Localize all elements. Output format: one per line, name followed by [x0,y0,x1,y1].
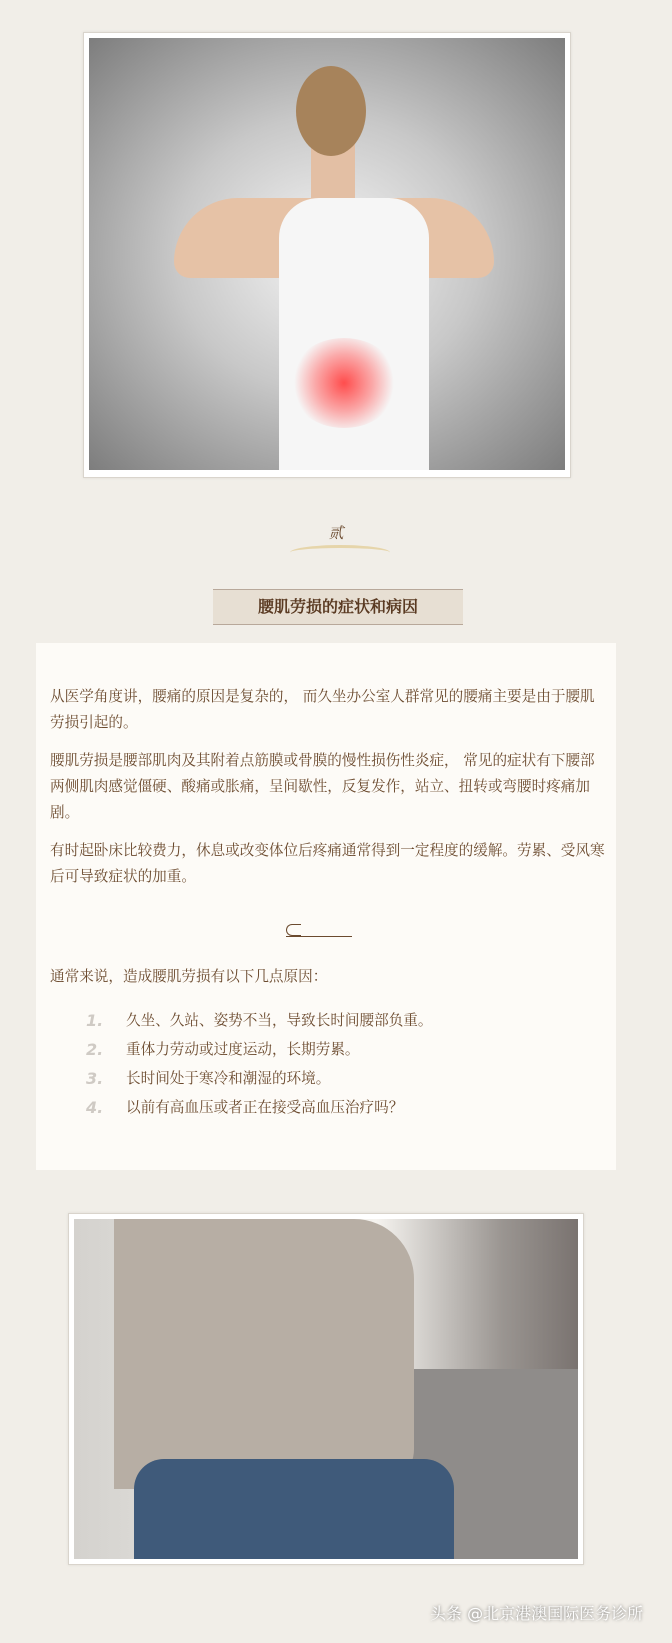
photo-sweater [114,1219,414,1489]
list-item [86,1093,432,1122]
section-marker: 贰 [328,524,344,542]
list-item [86,1035,432,1064]
photo-tank-top [279,198,429,470]
list-item [86,1006,432,1035]
causes-list [86,1006,432,1122]
paragraph: 从医学角度讲，腰痛的原因是复杂的， 而久坐办公室人群常见的腰痛主要是由于腰肌劳损引起的。 [50,688,595,731]
list-text: 长时间处于寒冷和潮湿的环境。 [126,1070,331,1087]
photo-head [296,66,366,156]
list-number: 1. [86,1011,104,1030]
content-panel [36,643,616,1170]
paragraph: 有时起卧床比较费力，休息或改变体位后疼痛通常得到一定程度的缓解。劳累、受风寒后可导致症状的加重。 [50,842,605,885]
photo-person-holding-back [74,1219,578,1559]
photo-frame-lower-back [68,1213,584,1565]
photo-pain-highlight [289,338,399,428]
photo-frame-back-pain [83,32,571,478]
list-number: 2. [86,1040,104,1059]
section-title: 腰肌劳损的症状和病因 [213,589,463,625]
causes-intro: 通常来说，造成腰肌劳损有以下几点原因： [50,968,328,985]
watermark: 头条 @北京港澳国际医务诊所 [430,1604,644,1623]
list-number: 3. [86,1069,104,1088]
paragraph: 腰肌劳损是腰部肌肉及其附着点筋膜或骨膜的慢性损伤性炎症， 常见的症状有下腰部两侧肌肉感觉僵硬、酸痛或胀痛，呈间歇性，反复发作，站立、扭转或弯腰时疼痛加剧。 [50,752,595,821]
photo-jeans [134,1459,454,1559]
list-number: 4. [86,1098,104,1117]
list-item [86,1064,432,1093]
list-text: 久坐、久站、姿势不当，导致长时间腰部负重。 [126,1012,433,1029]
swirl-decoration [290,545,390,560]
photo-woman-back-pain [89,38,565,470]
divider-ornament [286,928,352,937]
list-text: 重体力劳动或过度运动，长期劳累。 [126,1041,360,1058]
list-text: 以前有高血压或者正在接受高血压治疗吗？ [126,1099,404,1116]
